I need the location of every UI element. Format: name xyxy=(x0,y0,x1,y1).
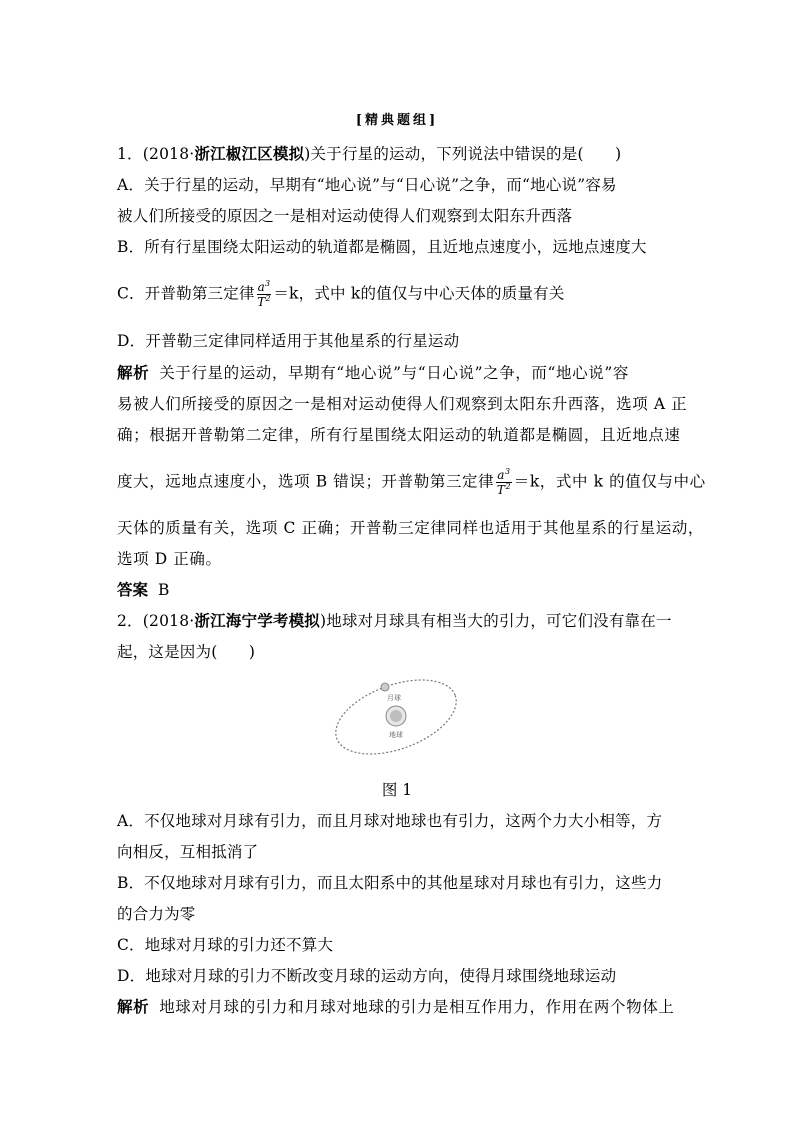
q1-option-c-suffix: ＝k，式中 k的值仅与中心天体的质量有关 xyxy=(273,284,565,303)
q1-analysis-line1: 解析 关于行星的运动，早期有“地心说”与“日心说”之争，而“地心说”容 xyxy=(117,364,629,382)
q2-option-b-line1: B．不仅地球对月球有引力，而且太阳系中的其他星球对月球也有引力，这些力 xyxy=(117,874,663,892)
q1-option-c xyxy=(117,280,565,309)
q1-stem xyxy=(117,147,621,163)
section-header: [精典题组] xyxy=(355,113,439,128)
moon-label: 月球 xyxy=(387,694,401,702)
q1-answer-label: 答案 xyxy=(117,581,149,599)
figure-caption: 图 1 xyxy=(381,781,413,799)
earth-label: 地球 xyxy=(389,731,403,739)
q1-answer-value: B xyxy=(158,581,170,599)
q1-answer xyxy=(117,583,169,599)
q1-option-c-prefix: C．开普勒第三定律 xyxy=(117,284,255,303)
q1-option-d: D．开普勒三定律同样适用于其他星系的行星运动 xyxy=(117,332,460,350)
q2-analysis-label: 解析 xyxy=(117,998,150,1016)
q1-option-b: B．所有行星围绕太阳运动的轨道都是椭圆，且近地点速度小，远地点速度大 xyxy=(117,238,647,256)
q2-option-c: C．地球对月球的引力还不算大 xyxy=(117,936,334,954)
earth-moon-orbit-figure xyxy=(330,676,462,758)
q1-analysis-label: 解析 xyxy=(117,364,150,382)
q1-analysis-line4: 度大，远地点速度小，选项 B 错误；开普勒第三定律 $\frac{a^3}{T^2}$ ＝k，式中 k 的值仅与中心 xyxy=(117,467,706,498)
q1-stem-prefix: 1．(2018· xyxy=(117,145,195,163)
q2-stem-line2: 起，这是因为( ) xyxy=(117,643,256,661)
q2-option-d: D．地球对月球的引力不断改变月球的运动方向，使得月球围绕地球运动 xyxy=(117,967,617,985)
q1-option-a-line1: A．关于行星的运动，早期有“地心说”与“日心说”之争，而“地心说”容易 xyxy=(117,176,617,194)
kepler-fraction: $\frac{a^3}{T^2}$ xyxy=(257,279,271,310)
q2-stem: 2．(2018·浙江海宁学考模拟)地球对月球具有相当大的引力，可它们没有靠在一 xyxy=(117,612,672,630)
q2-option-a-line1: A．不仅地球对月球有引力，而且月球对地球也有引力，这两个力大小相等，方 xyxy=(117,812,663,830)
q2-option-b-line2: 的合力为零 xyxy=(117,905,196,923)
kepler-fraction-analysis: $\frac{a^3}{T^2}$ xyxy=(496,467,512,498)
q2-analysis-line1: 解析 地球对月球的引力和月球对地球的引力是相互作用力，作用在两个物体上 xyxy=(117,998,675,1016)
q2-option-a-line2: 向相反，互相抵消了 xyxy=(117,843,259,861)
q1-analysis-line3: 确；根据开普勒第二定律，所有行星围绕太阳运动的轨道都是椭圆，且近地点速 xyxy=(117,426,681,444)
q1-analysis-line2: 易被人们所接受的原因之一是相对运动使得人们观察到太阳东升西落，选项 A 正 xyxy=(117,395,688,413)
q1-stem-source: 浙江椒江区模拟 xyxy=(194,145,305,163)
q1-analysis-line5: 天体的质量有关，选项 C 正确；开普勒三定律同样也适用于其他星系的行星运动， xyxy=(117,519,705,537)
q2-stem-source: 浙江海宁学考模拟 xyxy=(194,612,320,630)
q1-analysis-line6: 选项 D 正确。 xyxy=(117,550,222,568)
q1-option-a-line2: 被人们所接受的原因之一是相对运动使得人们观察到太阳东升西落 xyxy=(117,207,573,225)
q1-stem-rest: )关于行星的运动，下列说法中错误的是( ) xyxy=(304,145,622,163)
moon xyxy=(381,683,389,691)
